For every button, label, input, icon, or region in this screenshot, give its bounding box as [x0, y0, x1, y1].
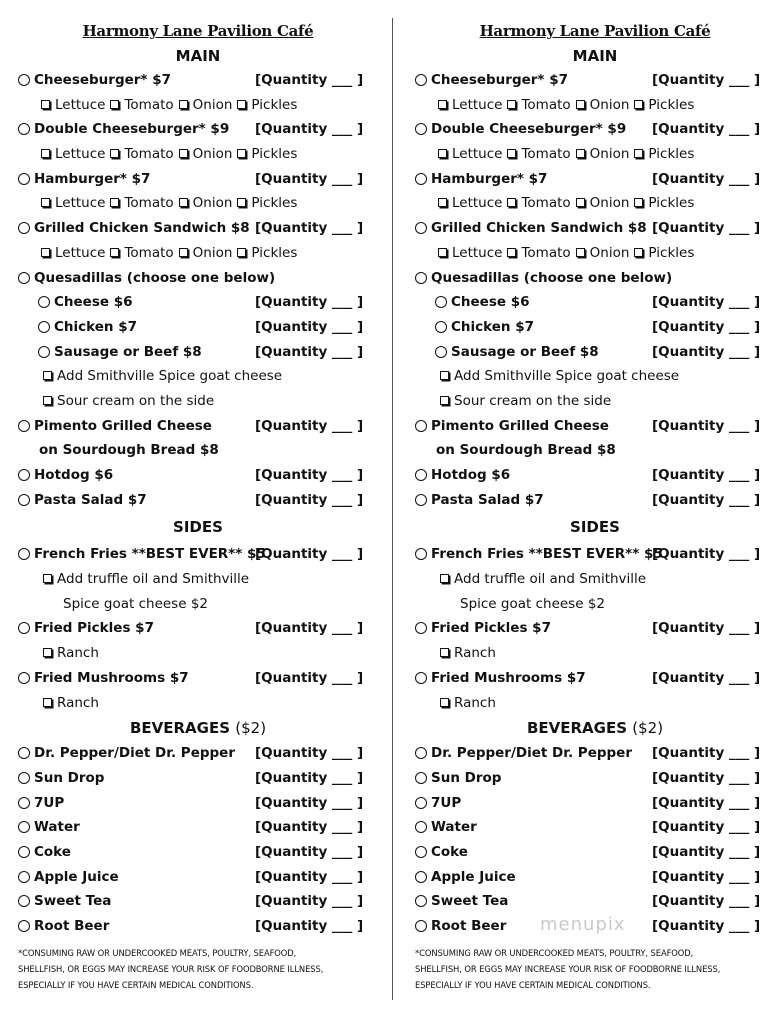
item-label: Cheeseburger* $7 — [34, 72, 171, 88]
checkbox-icon[interactable] — [41, 198, 50, 207]
radio-icon[interactable] — [415, 895, 427, 907]
beverage-item: Water [Quantity ___ ] — [18, 815, 378, 840]
checkbox-icon[interactable] — [110, 248, 119, 257]
radio-icon[interactable] — [18, 622, 30, 634]
menu-column-right — [415, 18, 775, 993]
quantity-field[interactable]: [Quantity ___ ] — [255, 745, 364, 762]
item-label: Cheeseburger* $7 — [431, 72, 568, 88]
quantity-field[interactable]: [Quantity ___ ] — [652, 669, 761, 686]
menu-item-pimento-continued: on Sourdough Bread $8 — [436, 442, 616, 459]
checkbox-icon[interactable] — [576, 100, 585, 109]
quantity-field[interactable]: [Quantity ___ ] — [652, 220, 761, 237]
option-ranch: Ranch — [18, 641, 378, 666]
menu-item-hamburger — [18, 167, 378, 192]
checkbox-icon[interactable] — [440, 574, 449, 583]
quantity-field[interactable]: [Quantity ___ ] — [255, 72, 364, 88]
beverage-item: Apple Juice [Quantity ___ ] — [415, 865, 775, 890]
beverage-item: Root Beer [Quantity ___ ] — [18, 914, 378, 939]
radio-icon[interactable] — [415, 123, 427, 135]
item-label: Hotdog $6 — [431, 467, 511, 483]
toppings-row: Lettuce Tomato Onion Pickles — [18, 241, 378, 266]
quantity-field[interactable]: [Quantity ___ ] — [255, 417, 364, 434]
checkbox-icon[interactable] — [507, 198, 516, 207]
quantity-field[interactable]: [Quantity ___ ] — [255, 170, 364, 187]
beverage-item: Apple Juice [Quantity ___ ] — [18, 865, 378, 890]
option-truffle-oil: Add truffle oil and Smithville — [415, 567, 775, 592]
radio-icon[interactable] — [18, 173, 30, 185]
quantity-field[interactable]: [Quantity ___ ] — [255, 843, 364, 860]
checkbox-icon[interactable] — [43, 648, 52, 657]
toppings-row: Lettuce Tomato Onion Pickles — [415, 93, 775, 118]
item-label: French Fries **BEST EVER** $5 — [431, 546, 663, 563]
checkbox-icon[interactable] — [110, 198, 119, 207]
quantity-field[interactable]: [Quantity ___ ] — [652, 121, 761, 138]
checkbox-icon[interactable] — [438, 100, 447, 109]
menu-item-fried-mushrooms — [415, 666, 775, 691]
checkbox-icon[interactable] — [41, 100, 50, 109]
quantity-field[interactable]: [Quantity ___ ] — [652, 72, 761, 88]
beverage-item: Sweet Tea [Quantity ___ ] — [415, 889, 775, 914]
quantity-field[interactable]: [Quantity ___ ] — [255, 794, 364, 811]
radio-icon[interactable] — [415, 222, 427, 234]
quantity-field[interactable]: [Quantity ___ ] — [255, 769, 364, 786]
radio-icon[interactable] — [415, 622, 427, 634]
quantity-field[interactable]: [Quantity ___ ] — [652, 769, 761, 786]
quantity-field[interactable]: [Quantity ___ ] — [652, 819, 761, 836]
item-label: Sausage or Beef $8 — [54, 343, 202, 360]
item-label: Hamburger* $7 — [431, 170, 548, 187]
item-label: Hamburger* $7 — [34, 170, 151, 187]
checkbox-icon[interactable] — [576, 198, 585, 207]
option-goat-cheese: Add Smithville Spice goat cheese — [415, 364, 775, 389]
quantity-field[interactable]: [Quantity ___ ] — [652, 343, 761, 360]
option-sour-cream: Sour cream on the side — [18, 389, 378, 414]
radio-icon[interactable] — [415, 173, 427, 185]
item-label: Fried Pickles $7 — [431, 620, 551, 637]
quantity-field[interactable]: [Quantity ___ ] — [255, 294, 364, 311]
column-divider — [392, 18, 393, 1000]
radio-icon[interactable] — [415, 920, 427, 932]
radio-icon[interactable] — [415, 74, 427, 86]
menu-item-quesadilla-cheese — [415, 290, 775, 315]
quantity-field[interactable]: [Quantity ___ ] — [652, 843, 761, 860]
item-label: Grilled Chicken Sandwich $8 — [431, 220, 647, 237]
item-label: Double Cheeseburger* $9 — [34, 121, 230, 138]
toppings-row: Lettuce Tomato Onion Pickles — [18, 93, 378, 118]
radio-icon[interactable] — [415, 494, 427, 506]
beverage-item: Sweet Tea [Quantity ___ ] — [18, 889, 378, 914]
checkbox-icon[interactable] — [110, 100, 119, 109]
radio-icon[interactable] — [415, 821, 427, 833]
option-ranch: Ranch — [18, 691, 378, 716]
item-label: Double Cheeseburger* $9 — [431, 121, 627, 138]
menu-item-hotdog — [18, 463, 378, 488]
item-label: Hotdog $6 — [34, 467, 114, 483]
checkbox-icon[interactable] — [438, 248, 447, 257]
quantity-field[interactable]: [Quantity ___ ] — [255, 669, 364, 686]
health-disclaimer: *CONSUMING RAW OR UNDERCOOKED MEATS, POULTRY, SEAFOOD, SHELLFISH, OR EGGS MAY INCREASE YOUR RISK OF FOODBORNE ILLNESS, ESPECIALLY IF YOU HAVE CERTAIN MEDICAL CONDITIONS. — [18, 947, 324, 990]
option-truffle-oil-continued: Spice goat cheese $2 — [460, 595, 605, 612]
menu-item-pimento-grilled-cheese — [415, 414, 775, 439]
checkbox-icon[interactable] — [507, 100, 516, 109]
menu-item-french-fries — [415, 542, 775, 567]
radio-icon[interactable] — [18, 821, 30, 833]
health-disclaimer: *CONSUMING RAW OR UNDERCOOKED MEATS, POULTRY, SEAFOOD, SHELLFISH, OR EGGS MAY INCREASE YOUR RISK OF FOODBORNE ILLNESS, ESPECIALLY IF YOU HAVE CERTAIN MEDICAL CONDITIONS. — [415, 947, 721, 990]
radio-icon[interactable] — [18, 895, 30, 907]
checkbox-icon[interactable] — [43, 698, 52, 707]
radio-icon[interactable] — [18, 272, 30, 284]
item-label: Pasta Salad $7 — [34, 491, 147, 508]
quantity-field[interactable]: [Quantity ___ ] — [652, 546, 761, 563]
radio-icon[interactable] — [415, 747, 427, 759]
beverage-item: Sun Drop [Quantity ___ ] — [415, 766, 775, 791]
menu-item-pimento-continued: on Sourdough Bread $8 — [39, 442, 219, 459]
beverage-item: 7UP [Quantity ___ ] — [415, 791, 775, 816]
checkbox-icon[interactable] — [634, 198, 643, 207]
beverage-item: Root Beer [Quantity ___ ] — [415, 914, 775, 939]
menu-item-cheeseburger — [18, 68, 378, 93]
quantity-field[interactable]: [Quantity ___ ] — [652, 620, 761, 637]
radio-icon[interactable] — [435, 296, 447, 308]
checkbox-icon[interactable] — [43, 396, 52, 405]
cafe-title: Harmony Lane Pavilion Café — [479, 22, 711, 40]
checkbox-icon[interactable] — [41, 149, 50, 158]
item-label: Pasta Salad $7 — [431, 491, 544, 508]
quantity-field[interactable]: [Quantity ___ ] — [652, 417, 761, 434]
option-ranch: Ranch — [415, 691, 775, 716]
quantity-field[interactable]: [Quantity ___ ] — [255, 868, 364, 885]
checkbox-icon[interactable] — [576, 149, 585, 158]
radio-icon[interactable] — [38, 321, 50, 333]
radio-icon[interactable] — [18, 548, 30, 560]
checkbox-icon[interactable] — [440, 396, 449, 405]
menu-item-french-fries — [18, 542, 378, 567]
radio-icon[interactable] — [18, 797, 30, 809]
section-main-heading: MAIN — [175, 47, 221, 65]
radio-icon[interactable] — [18, 871, 30, 883]
quantity-field[interactable]: [Quantity ___ ] — [255, 819, 364, 836]
menu-column-left — [18, 18, 378, 993]
quantity-field[interactable]: [Quantity ___ ] — [255, 491, 364, 508]
radio-icon[interactable] — [18, 469, 30, 481]
option-truffle-oil-continued: Spice goat cheese $2 — [63, 595, 208, 612]
menu-item-quesadillas — [415, 266, 775, 291]
toppings-row: Lettuce Tomato Onion Pickles — [415, 191, 775, 216]
toppings-row: Lettuce Tomato Onion Pickles — [18, 142, 378, 167]
checkbox-icon[interactable] — [507, 149, 516, 158]
beverage-item: Coke [Quantity ___ ] — [18, 840, 378, 865]
radio-icon[interactable] — [18, 846, 30, 858]
beverage-item: Sun Drop [Quantity ___ ] — [18, 766, 378, 791]
checkbox-icon[interactable] — [110, 149, 119, 158]
radio-icon[interactable] — [415, 548, 427, 560]
menu-item-hotdog — [415, 463, 775, 488]
quantity-field[interactable]: [Quantity ___ ] — [652, 318, 761, 335]
beverage-item: Dr. Pepper/Diet Dr. Pepper [Quantity ___ ] — [415, 741, 775, 766]
option-truffle-oil: Add truffle oil and Smithville — [18, 567, 378, 592]
item-label: Fried Mushrooms $7 — [34, 669, 189, 686]
beverage-item: Dr. Pepper/Diet Dr. Pepper [Quantity ___ ] — [18, 741, 378, 766]
beverage-item: Water [Quantity ___ ] — [415, 815, 775, 840]
item-label: French Fries **BEST EVER** $5 — [34, 546, 266, 563]
checkbox-icon[interactable] — [634, 100, 643, 109]
radio-icon[interactable] — [18, 747, 30, 759]
quantity-field[interactable]: [Quantity ___ ] — [652, 467, 761, 483]
radio-icon[interactable] — [415, 469, 427, 481]
checkbox-icon[interactable] — [179, 149, 188, 158]
checkbox-icon[interactable] — [440, 371, 449, 380]
beverage-item: Coke [Quantity ___ ] — [415, 840, 775, 865]
quantity-field[interactable]: [Quantity ___ ] — [255, 343, 364, 360]
item-label: Cheese $6 — [451, 294, 530, 311]
quantity-field[interactable]: [Quantity ___ ] — [255, 467, 364, 483]
radio-icon[interactable] — [18, 420, 30, 432]
toppings-row: Lettuce Tomato Onion Pickles — [415, 142, 775, 167]
radio-icon[interactable] — [415, 846, 427, 858]
checkbox-icon[interactable] — [179, 248, 188, 257]
menu-item-double-cheeseburger — [18, 117, 378, 142]
checkbox-icon[interactable] — [179, 198, 188, 207]
radio-icon[interactable] — [18, 920, 30, 932]
item-label: Chicken $7 — [54, 318, 138, 335]
radio-icon[interactable] — [415, 672, 427, 684]
checkbox-icon[interactable] — [634, 248, 643, 257]
checkbox-icon[interactable] — [43, 574, 52, 583]
beverage-item: 7UP [Quantity ___ ] — [18, 791, 378, 816]
quantity-field[interactable]: [Quantity ___ ] — [255, 121, 364, 138]
toppings-row: Lettuce Tomato Onion Pickles — [415, 241, 775, 266]
menu-item-fried-pickles — [18, 616, 378, 641]
quantity-field[interactable]: [Quantity ___ ] — [652, 868, 761, 885]
item-label: Fried Pickles $7 — [34, 620, 154, 637]
radio-icon[interactable] — [38, 346, 50, 358]
toppings-row: Lettuce Tomato Onion Pickles — [18, 191, 378, 216]
item-label: Fried Mushrooms $7 — [431, 669, 586, 686]
quantity-field[interactable]: [Quantity ___ ] — [255, 546, 364, 563]
item-label: Grilled Chicken Sandwich $8 — [34, 220, 250, 237]
radio-icon[interactable] — [415, 871, 427, 883]
item-label: Pimento Grilled Cheese — [34, 417, 212, 434]
menu-item-pimento-grilled-cheese — [18, 414, 378, 439]
menu-item-grilled-chicken-sandwich — [18, 216, 378, 241]
checkbox-icon[interactable] — [237, 248, 246, 257]
section-sides-heading: SIDES — [173, 518, 223, 537]
menu-item-quesadillas — [18, 266, 378, 291]
checkbox-icon[interactable] — [179, 100, 188, 109]
checkbox-icon[interactable] — [634, 149, 643, 158]
checkbox-icon[interactable] — [41, 248, 50, 257]
radio-icon[interactable] — [38, 296, 50, 308]
radio-icon[interactable] — [435, 321, 447, 333]
item-label: Sausage or Beef $8 — [451, 343, 599, 360]
quantity-field[interactable]: [Quantity ___ ] — [652, 491, 761, 508]
menu-item-pasta-salad — [18, 488, 378, 513]
menu-item-quesadilla-sausage-beef — [415, 340, 775, 365]
quantity-field[interactable]: [Quantity ___ ] — [255, 620, 364, 637]
menu-item-double-cheeseburger — [415, 117, 775, 142]
checkbox-icon[interactable] — [43, 371, 52, 380]
menu-item-grilled-chicken-sandwich — [415, 216, 775, 241]
radio-icon[interactable] — [415, 420, 427, 432]
menu-item-fried-pickles — [415, 616, 775, 641]
radio-icon[interactable] — [18, 772, 30, 784]
radio-icon[interactable] — [415, 797, 427, 809]
item-label: Cheese $6 — [54, 294, 133, 311]
option-goat-cheese: Add Smithville Spice goat cheese — [18, 364, 378, 389]
radio-icon[interactable] — [18, 222, 30, 234]
radio-icon[interactable] — [435, 346, 447, 358]
quantity-field[interactable]: [Quantity ___ ] — [652, 893, 761, 910]
watermark: menupix — [540, 914, 626, 935]
checkbox-icon[interactable] — [440, 648, 449, 657]
radio-icon[interactable] — [415, 772, 427, 784]
quantity-field[interactable]: [Quantity ___ ] — [652, 918, 761, 934]
quantity-field[interactable]: [Quantity ___ ] — [652, 170, 761, 187]
radio-icon[interactable] — [415, 272, 427, 284]
radio-icon[interactable] — [18, 123, 30, 135]
checkbox-icon[interactable] — [576, 248, 585, 257]
checkbox-icon[interactable] — [237, 149, 246, 158]
checkbox-icon[interactable] — [237, 100, 246, 109]
menu-item-quesadilla-chicken — [415, 315, 775, 340]
section-beverages-heading: BEVERAGES ($2) — [526, 719, 664, 738]
section-beverages-heading: BEVERAGES ($2) — [129, 719, 267, 738]
menu-item-quesadilla-cheese — [18, 290, 378, 315]
item-label: Quesadillas (choose one below) — [34, 269, 276, 286]
quantity-field[interactable]: [Quantity ___ ] — [652, 294, 761, 311]
menu-item-pasta-salad — [415, 488, 775, 513]
radio-icon[interactable] — [18, 74, 30, 86]
checkbox-icon[interactable] — [507, 248, 516, 257]
cafe-title: Harmony Lane Pavilion Café — [82, 22, 314, 40]
option-ranch: Ranch — [415, 641, 775, 666]
option-sour-cream: Sour cream on the side — [415, 389, 775, 414]
section-main-heading: MAIN — [572, 47, 618, 65]
quantity-field[interactable]: [Quantity ___ ] — [255, 318, 364, 335]
quantity-field[interactable]: [Quantity ___ ] — [255, 220, 364, 237]
quantity-field[interactable]: [Quantity ___ ] — [652, 745, 761, 762]
menu-item-hamburger — [415, 167, 775, 192]
item-label: Pimento Grilled Cheese — [431, 417, 609, 434]
menu-item-fried-mushrooms — [18, 666, 378, 691]
item-label: Chicken $7 — [451, 318, 535, 335]
checkbox-icon[interactable] — [440, 698, 449, 707]
quantity-field[interactable]: [Quantity ___ ] — [255, 893, 364, 910]
menu-item-quesadilla-chicken — [18, 315, 378, 340]
menu-item-cheeseburger — [415, 68, 775, 93]
menu-item-quesadilla-sausage-beef — [18, 340, 378, 365]
radio-icon[interactable] — [18, 494, 30, 506]
item-label: Quesadillas (choose one below) — [431, 269, 673, 286]
checkbox-icon[interactable] — [438, 198, 447, 207]
quantity-field[interactable]: [Quantity ___ ] — [255, 918, 364, 934]
checkbox-icon[interactable] — [438, 149, 447, 158]
checkbox-icon[interactable] — [237, 198, 246, 207]
quantity-field[interactable]: [Quantity ___ ] — [652, 794, 761, 811]
section-sides-heading: SIDES — [570, 518, 620, 537]
radio-icon[interactable] — [18, 672, 30, 684]
